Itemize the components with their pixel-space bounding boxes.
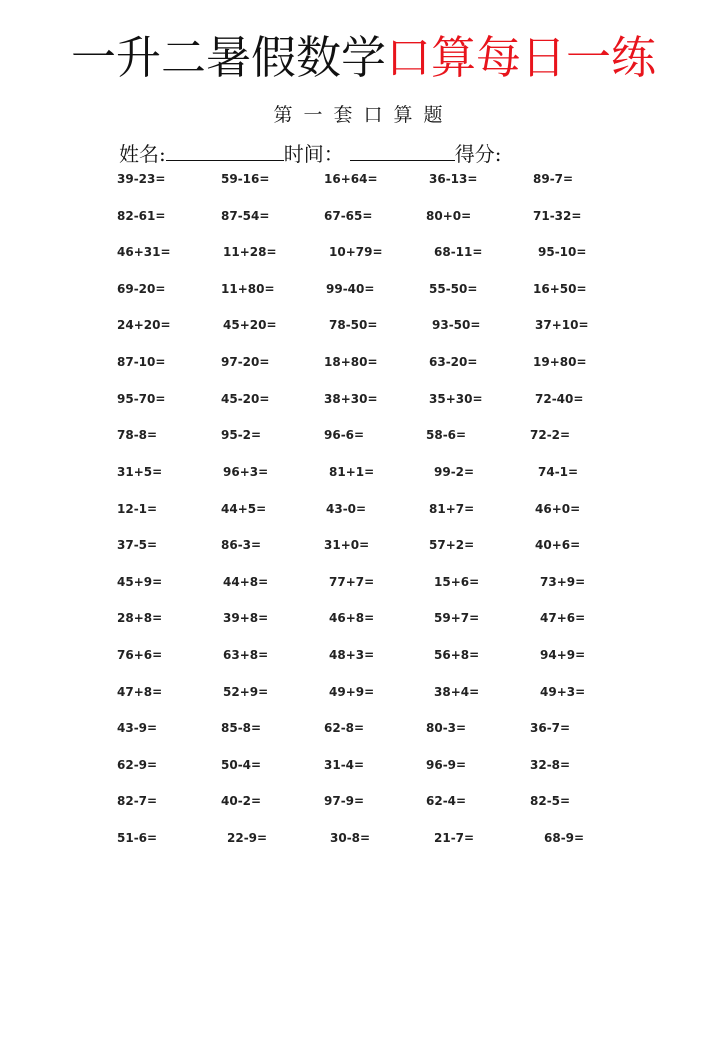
problem-item: 95-2=	[221, 428, 262, 442]
problem-item: 31+5=	[117, 465, 163, 479]
problem-item: 28+8=	[117, 611, 163, 625]
problem-item: 47+6=	[540, 611, 586, 625]
problem-item: 96-6=	[324, 428, 365, 442]
problem-item: 46+8=	[329, 611, 375, 625]
problem-item: 38+30=	[324, 392, 378, 406]
problem-item: 72-40=	[535, 392, 584, 406]
title-red-part: 口算每日一练	[386, 31, 657, 84]
problem-item: 95-10=	[538, 245, 587, 259]
problem-item: 72-2=	[530, 428, 571, 442]
problem-item: 15+6=	[434, 575, 480, 589]
problem-item: 49+3=	[540, 685, 586, 699]
problem-item: 40+6=	[535, 538, 581, 552]
problem-item: 43-0=	[326, 502, 367, 516]
problem-item: 95-70=	[117, 392, 166, 406]
problem-item: 62-8=	[324, 721, 365, 735]
problem-item: 82-61=	[117, 209, 166, 223]
problem-item: 78-50=	[329, 318, 378, 332]
problem-item: 62-4=	[426, 794, 467, 808]
problem-item: 86-3=	[221, 538, 262, 552]
problem-item: 31-4=	[324, 758, 365, 772]
problem-item: 21-7=	[434, 831, 475, 845]
problem-item: 82-5=	[530, 794, 571, 808]
problem-item: 71-32=	[533, 209, 582, 223]
problem-item: 30-8=	[330, 831, 371, 845]
problem-item: 77+7=	[329, 575, 375, 589]
problem-item: 12-1=	[117, 502, 158, 516]
problem-item: 22-9=	[227, 831, 268, 845]
name-label: 姓名:	[119, 142, 166, 166]
worksheet-subtitle: 第一套口算题	[273, 104, 454, 126]
problem-item: 74-1=	[538, 465, 579, 479]
problem-item: 59+7=	[434, 611, 480, 625]
problem-item: 80+0=	[426, 209, 472, 223]
problem-item: 50-4=	[221, 758, 262, 772]
problem-item: 37-5=	[117, 538, 158, 552]
problem-item: 81+7=	[429, 502, 475, 516]
problem-item: 49+9=	[329, 685, 375, 699]
problem-item: 80-3=	[426, 721, 467, 735]
problem-item: 81+1=	[329, 465, 375, 479]
problem-item: 16+64=	[324, 172, 378, 186]
problem-item: 51-6=	[117, 831, 158, 845]
problem-item: 37+10=	[535, 318, 589, 332]
problem-item: 46+31=	[117, 245, 171, 259]
problem-item: 43-9=	[117, 721, 158, 735]
problem-item: 11+28=	[223, 245, 277, 259]
problem-item: 48+3=	[329, 648, 375, 662]
problem-item: 45+20=	[223, 318, 277, 332]
problem-item: 44+5=	[221, 502, 267, 516]
problem-item: 58-6=	[426, 428, 467, 442]
problem-item: 38+4=	[434, 685, 480, 699]
problem-item: 87-54=	[221, 209, 270, 223]
problem-item: 97-20=	[221, 355, 270, 369]
problem-item: 52+9=	[223, 685, 269, 699]
problem-item: 82-7=	[117, 794, 158, 808]
problem-item: 96+3=	[223, 465, 269, 479]
problem-item: 63+8=	[223, 648, 269, 662]
problem-item: 78-8=	[117, 428, 158, 442]
problem-item: 47+8=	[117, 685, 163, 699]
problem-item: 99-40=	[326, 282, 375, 296]
problem-item: 59-16=	[221, 172, 270, 186]
time-label: 时间：	[283, 142, 344, 166]
problem-item: 56+8=	[434, 648, 480, 662]
problem-item: 24+20=	[117, 318, 171, 332]
problem-item: 46+0=	[535, 502, 581, 516]
problem-item: 85-8=	[221, 721, 262, 735]
problem-item: 39+8=	[223, 611, 269, 625]
problem-item: 97-9=	[324, 794, 365, 808]
problem-item: 36-7=	[530, 721, 571, 735]
problem-item: 40-2=	[221, 794, 262, 808]
problem-item: 68-9=	[544, 831, 585, 845]
problem-item: 87-10=	[117, 355, 166, 369]
problem-item: 96-9=	[426, 758, 467, 772]
problem-item: 39-23=	[117, 172, 166, 186]
problem-item: 36-13=	[429, 172, 478, 186]
problem-item: 35+30=	[429, 392, 483, 406]
problem-item: 55-50=	[429, 282, 478, 296]
problem-item: 89-7=	[533, 172, 574, 186]
problem-item: 62-9=	[117, 758, 158, 772]
problem-item: 76+6=	[117, 648, 163, 662]
problem-item: 94+9=	[540, 648, 586, 662]
title-black-part: 一升二暑假数学	[70, 31, 386, 84]
problem-item: 57+2=	[429, 538, 475, 552]
problem-item: 93-50=	[432, 318, 481, 332]
problem-item: 16+50=	[533, 282, 587, 296]
problem-item: 44+8=	[223, 575, 269, 589]
problem-item: 45-20=	[221, 392, 270, 406]
score-label: 得分:	[454, 142, 502, 166]
problem-item: 32-8=	[530, 758, 571, 772]
problem-item: 68-11=	[434, 245, 483, 259]
problem-item: 10+79=	[329, 245, 383, 259]
problem-item: 63-20=	[429, 355, 478, 369]
problem-item: 11+80=	[221, 282, 275, 296]
problem-item: 45+9=	[117, 575, 163, 589]
problem-item: 73+9=	[540, 575, 586, 589]
problem-item: 69-20=	[117, 282, 166, 296]
problem-item: 31+0=	[324, 538, 370, 552]
problem-item: 19+80=	[533, 355, 587, 369]
problem-item: 67-65=	[324, 209, 373, 223]
problem-item: 99-2=	[434, 465, 475, 479]
problem-item: 18+80=	[324, 355, 378, 369]
